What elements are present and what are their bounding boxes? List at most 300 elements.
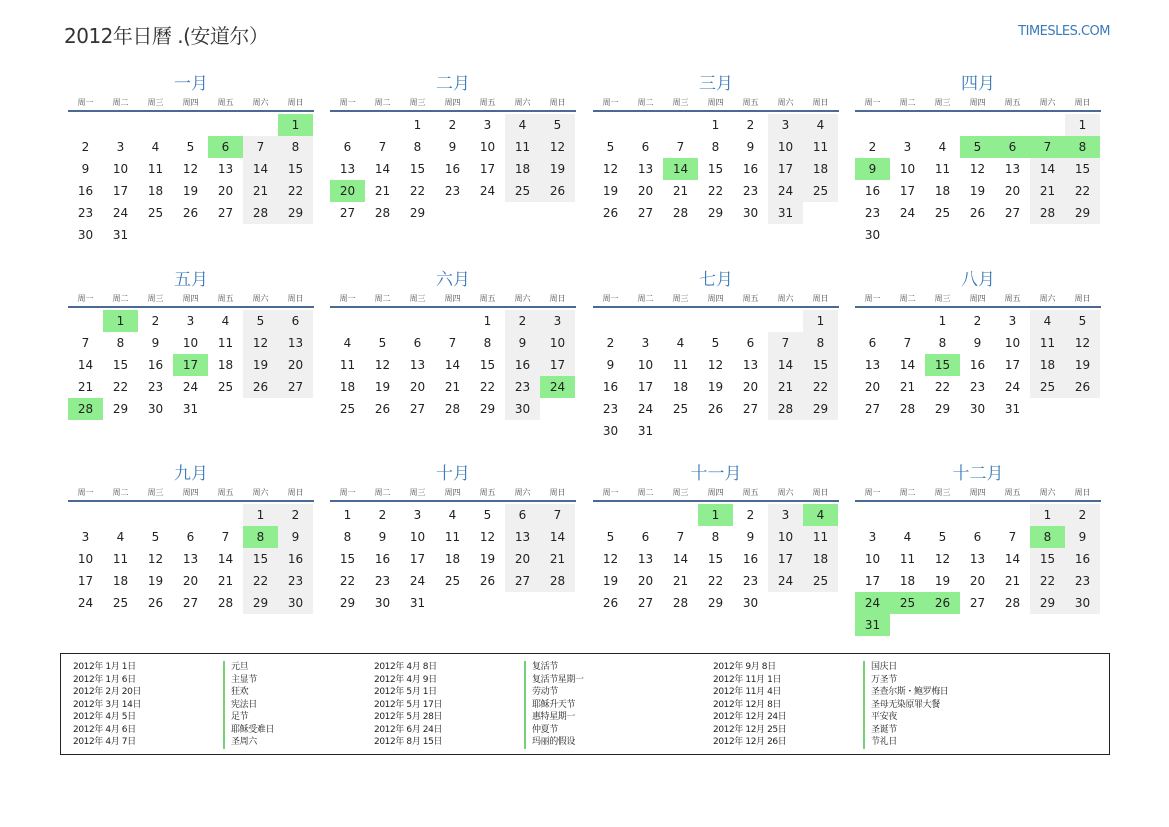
- day-cell: 23: [742, 184, 759, 198]
- empty-cell: [855, 504, 890, 526]
- empty-cell: [855, 114, 890, 136]
- day-cell: 7: [768, 332, 803, 354]
- day-cell: 3: [81, 530, 90, 544]
- day-cell: 1: [711, 118, 720, 132]
- day-cell: 22: [278, 180, 313, 202]
- day-cell: 29: [112, 402, 129, 416]
- day-cell: 19: [147, 574, 164, 588]
- day-cell: 3: [186, 314, 195, 328]
- day-cell: 28: [1004, 596, 1021, 610]
- day-cell: 5: [711, 336, 720, 350]
- day-cell: 11: [1030, 332, 1065, 354]
- day-cell: 11: [505, 136, 540, 158]
- day-cell: 1: [243, 504, 278, 526]
- day-cell: 29: [278, 202, 313, 224]
- day-cell: 18: [934, 184, 951, 198]
- day-cell: 8: [116, 336, 125, 350]
- day-cell: 31: [1004, 402, 1021, 416]
- weekday-label: 周五: [479, 488, 496, 497]
- day-cell: 20: [637, 184, 654, 198]
- day-cell: 10: [899, 162, 916, 176]
- holiday-entry: [374, 724, 692, 737]
- day-cell: 20: [742, 380, 759, 394]
- day-cell: 27: [742, 402, 759, 416]
- empty-cell: [890, 114, 925, 136]
- day-cell: 28: [672, 596, 689, 610]
- day-cell: 21: [77, 380, 94, 394]
- day-cell: 30: [864, 228, 881, 242]
- day-cell: 12: [1065, 332, 1100, 354]
- day-cell: 9: [278, 526, 313, 548]
- weekday-label: 周二: [112, 488, 129, 497]
- weekday-label: 周六: [252, 294, 269, 303]
- weekday-label: 周三: [934, 98, 951, 107]
- empty-cell: [1030, 114, 1065, 136]
- day-cell: 16: [969, 358, 986, 372]
- day-cell: 18: [899, 574, 916, 588]
- day-cell: 3: [413, 508, 422, 522]
- page-title: 2012年日曆 .(安道尔）: [64, 24, 269, 48]
- empty-cell: [960, 504, 995, 526]
- day-cell: 3: [903, 140, 912, 154]
- day-cell: 31: [768, 202, 803, 224]
- weekday-label: 周四: [969, 488, 986, 497]
- month-block: [68, 73, 314, 246]
- holiday-name: 圣诞节: [863, 724, 1031, 737]
- holiday-date: 2012年 5月 28日: [374, 712, 443, 722]
- day-cell: 23: [147, 380, 164, 394]
- day-cell: 16: [374, 552, 391, 566]
- day-cell: 21: [217, 574, 234, 588]
- holiday-entry: [73, 661, 391, 674]
- day-cell: 30: [742, 596, 759, 610]
- day-cell: 22: [339, 574, 356, 588]
- day-cell: 24: [768, 570, 803, 592]
- day-cell: 24: [112, 206, 129, 220]
- day-cell: 19: [540, 158, 575, 180]
- weekday-label: 周日: [812, 98, 829, 107]
- day-cell: 11: [444, 530, 461, 544]
- day-cell: 15: [409, 162, 426, 176]
- day-cell: 7: [448, 336, 457, 350]
- weekday-label: 周五: [742, 98, 759, 107]
- month-block: [330, 463, 576, 614]
- holiday-column: [713, 661, 1031, 749]
- day-cell: 17: [864, 574, 881, 588]
- weekday-header: [855, 292, 1101, 308]
- day-cell: 29: [339, 596, 356, 610]
- day-cell: 19: [602, 184, 619, 198]
- day-grid: [330, 114, 576, 224]
- day-cell: 23: [77, 206, 94, 220]
- day-cell: 6: [343, 140, 352, 154]
- day-cell: 28: [672, 206, 689, 220]
- day-cell: 18: [112, 574, 129, 588]
- holiday-date: 2012年 3月 14日: [73, 699, 142, 710]
- day-cell: 17: [540, 354, 575, 376]
- weekday-label: 周一: [602, 488, 619, 497]
- day-cell: 16: [742, 162, 759, 176]
- weekday-label: 周日: [1074, 488, 1091, 497]
- day-cell: 12: [479, 530, 496, 544]
- day-cell: 1: [938, 314, 947, 328]
- day-cell: 7: [540, 504, 575, 526]
- weekday-label: 周一: [864, 98, 881, 107]
- day-cell: 26: [602, 206, 619, 220]
- day-cell: 25: [934, 206, 951, 220]
- day-cell: 8: [483, 336, 492, 350]
- day-grid: [593, 310, 839, 442]
- holiday-day-cell: 15: [925, 354, 960, 376]
- day-cell: 3: [1008, 314, 1017, 328]
- holiday-entry: [374, 674, 692, 687]
- holiday-day-cell: 7: [1030, 136, 1065, 158]
- day-cell: 10: [864, 552, 881, 566]
- day-cell: 2: [1065, 504, 1100, 526]
- day-cell: 4: [151, 140, 160, 154]
- day-cell: 22: [409, 184, 426, 198]
- holiday-name: 国庆日: [863, 661, 1031, 674]
- holiday-entry: [73, 674, 391, 687]
- holiday-entry: [713, 699, 1031, 712]
- holiday-name: 劳动节: [524, 686, 692, 699]
- weekday-label: 周五: [742, 488, 759, 497]
- weekday-label: 周一: [339, 294, 356, 303]
- day-cell: 17: [768, 158, 803, 180]
- holiday-date: 2012年 4月 9日: [374, 674, 437, 685]
- empty-cell: [960, 114, 995, 136]
- day-cell: 9: [1065, 526, 1100, 548]
- day-cell: 13: [637, 552, 654, 566]
- day-cell: 18: [803, 548, 838, 570]
- day-cell: 13: [339, 162, 356, 176]
- day-cell: 4: [505, 114, 540, 136]
- day-cell: 8: [343, 530, 352, 544]
- day-cell: 25: [1030, 376, 1065, 398]
- day-cell: 13: [637, 162, 654, 176]
- day-cell: 2: [746, 508, 755, 522]
- day-cell: 11: [112, 552, 129, 566]
- day-cell: 24: [899, 206, 916, 220]
- empty-cell: [890, 310, 925, 332]
- weekday-label: 周五: [217, 98, 234, 107]
- weekday-label: 周日: [549, 488, 566, 497]
- empty-cell: [68, 114, 103, 136]
- day-cell: 18: [147, 184, 164, 198]
- day-cell: 16: [444, 162, 461, 176]
- day-cell: 6: [186, 530, 195, 544]
- weekday-label: 周一: [77, 294, 94, 303]
- holiday-name: 圣母无染原罪大餐: [863, 699, 1031, 712]
- weekday-header: [593, 96, 839, 112]
- day-cell: 15: [479, 358, 496, 372]
- day-cell: 30: [742, 206, 759, 220]
- day-cell: 14: [1004, 552, 1021, 566]
- holiday-name: 复活节: [524, 661, 692, 674]
- day-cell: 13: [409, 358, 426, 372]
- weekday-header: [855, 96, 1101, 112]
- day-cell: 15: [1030, 548, 1065, 570]
- day-cell: 21: [540, 548, 575, 570]
- day-cell: 1: [1030, 504, 1065, 526]
- day-cell: 24: [479, 184, 496, 198]
- weekday-label: 周四: [182, 488, 199, 497]
- day-cell: 23: [969, 380, 986, 394]
- weekday-label: 周五: [217, 488, 234, 497]
- day-cell: 3: [116, 140, 125, 154]
- day-cell: 25: [803, 180, 838, 202]
- day-cell: 30: [969, 402, 986, 416]
- day-cell: 10: [182, 336, 199, 350]
- empty-cell: [628, 504, 663, 526]
- holiday-entry: [713, 724, 1031, 737]
- weekday-label: 周一: [864, 294, 881, 303]
- day-cell: 19: [479, 552, 496, 566]
- holiday-date: 2012年 11月 4日: [713, 687, 782, 697]
- day-cell: 26: [479, 574, 496, 588]
- day-cell: 22: [243, 570, 278, 592]
- holiday-day-cell: 1: [278, 114, 313, 136]
- month-block: [855, 73, 1101, 246]
- weekday-label: 周五: [1004, 294, 1021, 303]
- day-cell: 27: [505, 570, 540, 592]
- day-grid: [68, 310, 314, 420]
- day-cell: 12: [602, 162, 619, 176]
- month-name: 六月: [436, 270, 470, 290]
- day-cell: 11: [803, 136, 838, 158]
- day-cell: 25: [444, 574, 461, 588]
- day-cell: 31: [637, 424, 654, 438]
- day-cell: 26: [969, 206, 986, 220]
- day-cell: 18: [217, 358, 234, 372]
- month-block: [330, 269, 576, 420]
- day-cell: 9: [973, 336, 982, 350]
- weekday-label: 周二: [899, 294, 916, 303]
- holiday-entry: [374, 711, 692, 724]
- day-cell: 29: [1030, 592, 1065, 614]
- empty-cell: [330, 310, 365, 332]
- month-name: 二月: [436, 74, 470, 94]
- empty-cell: [593, 310, 628, 332]
- day-cell: 13: [182, 552, 199, 566]
- holiday-day-cell: 24: [540, 376, 575, 398]
- weekday-label: 周四: [444, 98, 461, 107]
- day-cell: 4: [903, 530, 912, 544]
- day-cell: 2: [151, 314, 160, 328]
- day-cell: 13: [505, 526, 540, 548]
- day-cell: 10: [540, 332, 575, 354]
- day-grid: [855, 504, 1101, 636]
- day-cell: 13: [278, 332, 313, 354]
- day-cell: 10: [409, 530, 426, 544]
- day-cell: 16: [864, 184, 881, 198]
- day-cell: 24: [1004, 380, 1021, 394]
- day-cell: 27: [637, 206, 654, 220]
- day-cell: 4: [221, 314, 230, 328]
- holiday-date: 2012年 12月 26日: [713, 737, 787, 747]
- day-cell: 3: [768, 504, 803, 526]
- month-name: 五月: [174, 270, 208, 290]
- day-cell: 24: [768, 180, 803, 202]
- day-cell: 12: [602, 552, 619, 566]
- day-cell: 2: [378, 508, 387, 522]
- day-cell: 1: [483, 314, 492, 328]
- day-grid: [68, 504, 314, 614]
- weekday-label: 周六: [514, 98, 531, 107]
- day-cell: 23: [1065, 570, 1100, 592]
- day-cell: 30: [278, 592, 313, 614]
- holiday-day-cell: 6: [208, 136, 243, 158]
- day-cell: 27: [217, 206, 234, 220]
- day-cell: 2: [868, 140, 877, 154]
- weekday-label: 周日: [287, 98, 304, 107]
- day-cell: 15: [243, 548, 278, 570]
- day-cell: 6: [641, 140, 650, 154]
- day-cell: 15: [1065, 158, 1100, 180]
- weekday-label: 周六: [514, 488, 531, 497]
- day-cell: 29: [803, 398, 838, 420]
- day-cell: 27: [637, 596, 654, 610]
- holiday-day-cell: 9: [855, 158, 890, 180]
- day-cell: 24: [77, 596, 94, 610]
- empty-cell: [68, 504, 103, 526]
- holiday-day-cell: 25: [890, 592, 925, 614]
- holiday-list: [60, 653, 1110, 755]
- day-cell: 22: [1065, 180, 1100, 202]
- weekday-label: 周三: [409, 98, 426, 107]
- day-cell: 14: [444, 358, 461, 372]
- weekday-label: 周一: [77, 98, 94, 107]
- day-cell: 23: [742, 574, 759, 588]
- weekday-label: 周一: [602, 294, 619, 303]
- day-cell: 21: [374, 184, 391, 198]
- day-cell: 23: [602, 402, 619, 416]
- day-cell: 15: [278, 158, 313, 180]
- empty-cell: [208, 114, 243, 136]
- weekday-label: 周三: [147, 294, 164, 303]
- day-cell: 8: [803, 332, 838, 354]
- empty-cell: [995, 114, 1030, 136]
- weekday-label: 周四: [444, 488, 461, 497]
- day-cell: 12: [374, 358, 391, 372]
- day-cell: 4: [938, 140, 947, 154]
- day-cell: 25: [147, 206, 164, 220]
- day-cell: 8: [278, 136, 313, 158]
- holiday-entry: [713, 686, 1031, 699]
- day-cell: 5: [243, 310, 278, 332]
- empty-cell: [768, 310, 803, 332]
- empty-cell: [593, 114, 628, 136]
- month-name: 三月: [699, 74, 733, 94]
- holiday-name: 仲夏节: [524, 724, 692, 737]
- day-cell: 26: [1065, 376, 1100, 398]
- day-cell: 19: [1065, 354, 1100, 376]
- holiday-day-cell: 20: [330, 180, 365, 202]
- day-cell: 25: [339, 402, 356, 416]
- day-cell: 18: [505, 158, 540, 180]
- day-cell: 20: [864, 380, 881, 394]
- day-cell: 1: [1065, 114, 1100, 136]
- holiday-name: 玛丽的假设: [524, 736, 692, 749]
- month-block: [593, 463, 839, 614]
- holiday-entry: [73, 736, 391, 749]
- empty-cell: [173, 504, 208, 526]
- day-cell: 15: [707, 162, 724, 176]
- day-cell: 21: [768, 376, 803, 398]
- day-cell: 12: [969, 162, 986, 176]
- site-brand[interactable]: TIMESLES.COM: [1018, 24, 1110, 39]
- day-cell: 21: [1004, 574, 1021, 588]
- day-cell: 25: [217, 380, 234, 394]
- weekday-label: 周四: [182, 294, 199, 303]
- day-cell: 16: [742, 552, 759, 566]
- day-cell: 5: [606, 140, 615, 154]
- day-cell: 21: [672, 574, 689, 588]
- day-cell: 26: [147, 596, 164, 610]
- holiday-date: 2012年 4月 6日: [73, 724, 136, 735]
- day-cell: 4: [343, 336, 352, 350]
- day-cell: 8: [711, 530, 720, 544]
- weekday-label: 周二: [374, 294, 391, 303]
- day-cell: 12: [243, 332, 278, 354]
- holiday-name: 圣周六: [223, 736, 391, 749]
- day-cell: 14: [1030, 158, 1065, 180]
- weekday-label: 周日: [1074, 294, 1091, 303]
- day-cell: 3: [641, 336, 650, 350]
- day-cell: 16: [1065, 548, 1100, 570]
- day-cell: 19: [243, 354, 278, 376]
- holiday-name: 节礼日: [863, 736, 1031, 749]
- day-cell: 17: [637, 380, 654, 394]
- holiday-date: 2012年 4月 7日: [73, 737, 136, 747]
- day-cell: 19: [934, 574, 951, 588]
- holiday-entry: [374, 736, 692, 749]
- day-cell: 29: [409, 206, 426, 220]
- weekday-label: 周四: [707, 488, 724, 497]
- weekday-header: [593, 292, 839, 308]
- day-cell: 30: [374, 596, 391, 610]
- day-grid: [330, 310, 576, 420]
- day-cell: 21: [672, 184, 689, 198]
- day-cell: 29: [479, 402, 496, 416]
- day-cell: 14: [243, 158, 278, 180]
- day-cell: 8: [413, 140, 422, 154]
- day-cell: 31: [409, 596, 426, 610]
- weekday-label: 周二: [374, 488, 391, 497]
- weekday-label: 周三: [147, 488, 164, 497]
- weekday-label: 周六: [252, 98, 269, 107]
- holiday-date: 2012年 1月 1日: [73, 662, 136, 672]
- day-cell: 22: [479, 380, 496, 394]
- weekday-label: 周二: [637, 488, 654, 497]
- weekday-label: 周五: [479, 294, 496, 303]
- day-grid: [330, 504, 576, 614]
- weekday-label: 周日: [287, 294, 304, 303]
- day-cell: 10: [1004, 336, 1021, 350]
- day-cell: 7: [243, 136, 278, 158]
- weekday-label: 周二: [899, 98, 916, 107]
- day-cell: 19: [182, 184, 199, 198]
- day-cell: 1: [803, 310, 838, 332]
- day-cell: 28: [374, 206, 391, 220]
- day-cell: 17: [1004, 358, 1021, 372]
- day-cell: 8: [938, 336, 947, 350]
- weekday-label: 周日: [549, 98, 566, 107]
- day-cell: 18: [1030, 354, 1065, 376]
- weekday-label: 周二: [899, 488, 916, 497]
- day-cell: 19: [602, 574, 619, 588]
- empty-cell: [628, 310, 663, 332]
